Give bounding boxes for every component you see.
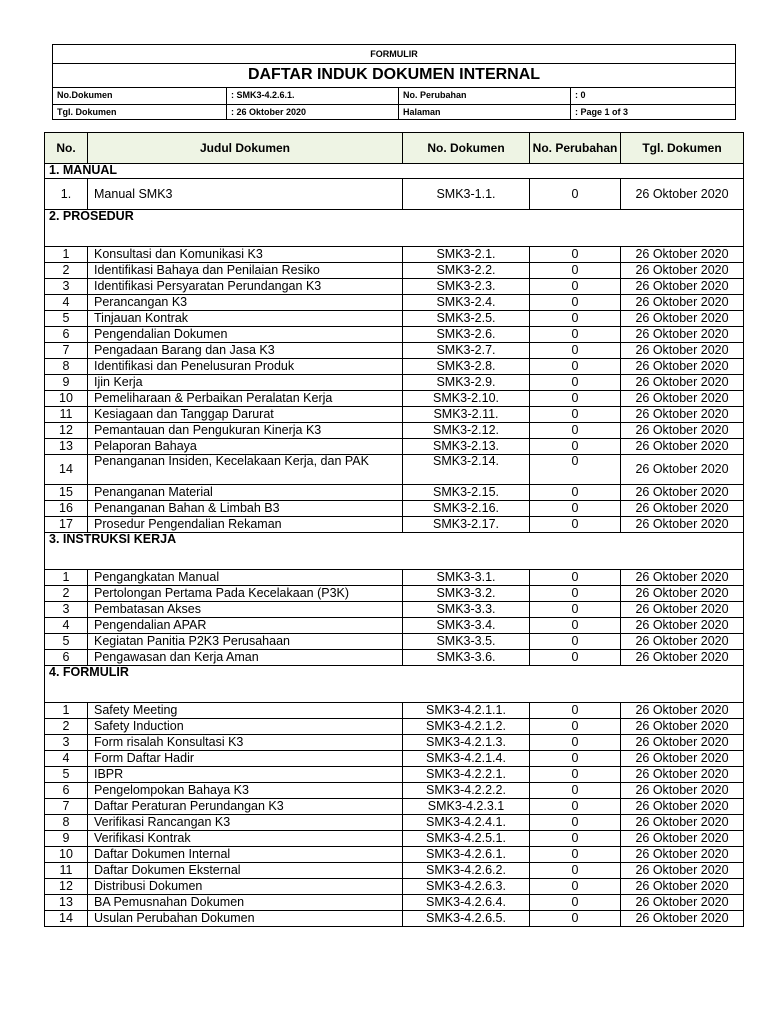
row-tgl-dokumen: 26 Oktober 2020	[621, 831, 744, 847]
form-label: FORMULIR	[53, 45, 735, 64]
row-tgl-dokumen: 26 Oktober 2020	[621, 279, 744, 295]
row-no-perubahan: 0	[530, 618, 621, 634]
row-tgl-dokumen: 26 Oktober 2020	[621, 815, 744, 831]
row-no-dokumen: SMK3-4.2.6.3.	[403, 879, 530, 895]
section-heading: 2. PROSEDUR	[45, 210, 744, 225]
form-header	[52, 44, 736, 120]
row-no-dokumen: SMK3-4.2.6.4.	[403, 895, 530, 911]
row-judul: Distribusi Dokumen	[88, 879, 403, 895]
row-number: 3	[45, 602, 88, 618]
halaman-value: : Page 1 of 3	[575, 107, 629, 117]
row-tgl-dokumen: 26 Oktober 2020	[621, 517, 744, 533]
row-number: 9	[45, 375, 88, 391]
row-no-perubahan: 0	[530, 895, 621, 911]
row-no-perubahan: 0	[530, 602, 621, 618]
row-number: 11	[45, 407, 88, 423]
table-row	[45, 735, 744, 751]
row-number: 2	[45, 586, 88, 602]
row-no-dokumen: SMK3-3.3.	[403, 602, 530, 618]
section-spacer-cell	[45, 547, 744, 570]
row-number: 10	[45, 391, 88, 407]
row-no-perubahan: 0	[530, 517, 621, 533]
row-no-dokumen: SMK3-2.16.	[403, 501, 530, 517]
row-tgl-dokumen: 26 Oktober 2020	[621, 359, 744, 375]
column-header-no: No.	[45, 133, 88, 164]
row-tgl-dokumen: 26 Oktober 2020	[621, 247, 744, 263]
section-heading-row	[45, 210, 744, 225]
row-no-perubahan: 0	[530, 847, 621, 863]
row-tgl-dokumen: 26 Oktober 2020	[621, 375, 744, 391]
row-judul: Pembatasan Akses	[88, 602, 403, 618]
row-no-dokumen: SMK3-2.4.	[403, 295, 530, 311]
row-tgl-dokumen: 26 Oktober 2020	[621, 650, 744, 666]
row-tgl-dokumen: 26 Oktober 2020	[621, 343, 744, 359]
row-judul: Pengawasan dan Kerja Aman	[88, 650, 403, 666]
row-tgl-dokumen: 26 Oktober 2020	[621, 719, 744, 735]
section-heading: 3. INSTRUKSI KERJA	[45, 533, 744, 548]
table-row	[45, 247, 744, 263]
row-number: 4	[45, 295, 88, 311]
table-row	[45, 407, 744, 423]
row-no-dokumen: SMK3-2.11.	[403, 407, 530, 423]
document-title: DAFTAR INDUK DOKUMEN INTERNAL	[53, 63, 735, 88]
row-no-dokumen: SMK3-2.1.	[403, 247, 530, 263]
table-row	[45, 391, 744, 407]
row-judul: Safety Meeting	[88, 703, 403, 719]
row-number: 8	[45, 359, 88, 375]
row-tgl-dokumen: 26 Oktober 2020	[621, 501, 744, 517]
row-judul: Perancangan K3	[88, 295, 403, 311]
row-judul: Prosedur Pengendalian Rekaman	[88, 517, 403, 533]
row-tgl-dokumen: 26 Oktober 2020	[621, 751, 744, 767]
row-tgl-dokumen: 26 Oktober 2020	[621, 634, 744, 650]
row-no-perubahan: 0	[530, 650, 621, 666]
row-number: 6	[45, 650, 88, 666]
row-judul: Pengadaan Barang dan Jasa K3	[88, 343, 403, 359]
row-judul: Manual SMK3	[88, 179, 403, 210]
section-spacer-cell	[45, 224, 744, 247]
row-judul: Pengendalian Dokumen	[88, 327, 403, 343]
row-tgl-dokumen: 26 Oktober 2020	[621, 455, 744, 485]
row-tgl-dokumen: 26 Oktober 2020	[621, 407, 744, 423]
table-body	[45, 164, 744, 927]
table-row	[45, 618, 744, 634]
row-no-dokumen: SMK3-2.3.	[403, 279, 530, 295]
row-tgl-dokumen: 26 Oktober 2020	[621, 391, 744, 407]
section-spacer-cell	[45, 680, 744, 703]
row-number: 10	[45, 847, 88, 863]
table-row	[45, 767, 744, 783]
row-number: 13	[45, 895, 88, 911]
row-judul: Form risalah Konsultasi K3	[88, 735, 403, 751]
row-number: 12	[45, 423, 88, 439]
row-judul: Usulan Perubahan Dokumen	[88, 911, 403, 927]
row-number: 11	[45, 863, 88, 879]
table-row	[45, 602, 744, 618]
row-no-perubahan: 0	[530, 247, 621, 263]
row-number: 4	[45, 618, 88, 634]
table-row	[45, 831, 744, 847]
row-no-dokumen: SMK3-4.2.1.4.	[403, 751, 530, 767]
table-row	[45, 485, 744, 501]
tgl-dokumen-value: : 26 Oktober 2020	[227, 104, 399, 120]
row-no-perubahan: 0	[530, 783, 621, 799]
row-judul: Safety Induction	[88, 719, 403, 735]
row-number: 9	[45, 831, 88, 847]
row-no-dokumen: SMK3-4.2.1.3.	[403, 735, 530, 751]
row-no-perubahan: 0	[530, 311, 621, 327]
row-number: 12	[45, 879, 88, 895]
row-tgl-dokumen: 26 Oktober 2020	[621, 879, 744, 895]
row-judul: IBPR	[88, 767, 403, 783]
no-dokumen-label: No.Dokumen	[53, 87, 227, 104]
row-judul: Identifikasi dan Penelusuran Produk	[88, 359, 403, 375]
row-no-dokumen: SMK3-1.1.	[403, 179, 530, 210]
row-number: 16	[45, 501, 88, 517]
row-judul: Pengelompokan Bahaya K3	[88, 783, 403, 799]
row-tgl-dokumen: 26 Oktober 2020	[621, 799, 744, 815]
row-no-perubahan: 0	[530, 439, 621, 455]
row-judul: Pelaporan Bahaya	[88, 439, 403, 455]
row-judul: Pemeliharaan & Perbaikan Peralatan Kerja	[88, 391, 403, 407]
row-tgl-dokumen: 26 Oktober 2020	[621, 703, 744, 719]
row-no-perubahan: 0	[530, 423, 621, 439]
row-tgl-dokumen: 26 Oktober 2020	[621, 863, 744, 879]
table-row	[45, 570, 744, 586]
section-heading-row	[45, 666, 744, 681]
table-row	[45, 783, 744, 799]
row-no-dokumen: SMK3-3.1.	[403, 570, 530, 586]
row-tgl-dokumen: 26 Oktober 2020	[621, 485, 744, 501]
row-number: 6	[45, 783, 88, 799]
row-no-dokumen: SMK3-3.6.	[403, 650, 530, 666]
row-no-perubahan: 0	[530, 719, 621, 735]
row-tgl-dokumen: 26 Oktober 2020	[621, 179, 744, 210]
row-no-dokumen: SMK3-2.8.	[403, 359, 530, 375]
table-row	[45, 847, 744, 863]
table-row	[45, 586, 744, 602]
tgl-dokumen-label: Tgl. Dokumen	[53, 104, 227, 120]
row-number: 7	[45, 343, 88, 359]
row-number: 1.	[45, 179, 88, 210]
table-row	[45, 359, 744, 375]
table-row	[45, 650, 744, 666]
section-spacer	[45, 547, 744, 570]
section-heading: 4. FORMULIR	[45, 666, 744, 681]
row-no-dokumen: SMK3-4.2.6.5.	[403, 911, 530, 927]
row-number: 7	[45, 799, 88, 815]
table-row	[45, 311, 744, 327]
row-no-perubahan: 0	[530, 586, 621, 602]
row-judul: Daftar Dokumen Eksternal	[88, 863, 403, 879]
table-row	[45, 703, 744, 719]
row-judul: Kegiatan Panitia P2K3 Perusahaan	[88, 634, 403, 650]
row-tgl-dokumen: 26 Oktober 2020	[621, 570, 744, 586]
row-no-perubahan: 0	[530, 375, 621, 391]
row-judul: Tinjauan Kontrak	[88, 311, 403, 327]
row-judul: Pengendalian APAR	[88, 618, 403, 634]
row-no-dokumen: SMK3-2.7.	[403, 343, 530, 359]
row-number: 4	[45, 751, 88, 767]
column-header-tgl-dokumen: Tgl. Dokumen	[621, 133, 744, 164]
table-row	[45, 799, 744, 815]
no-perubahan-value: : 0	[575, 90, 586, 100]
column-header-judul: Judul Dokumen	[88, 133, 403, 164]
row-no-dokumen: SMK3-2.10.	[403, 391, 530, 407]
row-no-perubahan: 0	[530, 799, 621, 815]
row-no-dokumen: SMK3-4.2.2.2.	[403, 783, 530, 799]
table-row	[45, 501, 744, 517]
row-no-dokumen: SMK3-4.2.3.1	[403, 799, 530, 815]
table-row	[45, 719, 744, 735]
row-no-perubahan: 0	[530, 863, 621, 879]
row-no-perubahan: 0	[530, 279, 621, 295]
no-perubahan-label: No. Perubahan	[399, 87, 571, 104]
row-no-perubahan: 0	[530, 327, 621, 343]
row-no-dokumen: SMK3-2.12.	[403, 423, 530, 439]
row-tgl-dokumen: 26 Oktober 2020	[621, 586, 744, 602]
header-row-nodokumen	[53, 87, 735, 105]
row-number: 5	[45, 767, 88, 783]
row-tgl-dokumen: 26 Oktober 2020	[621, 767, 744, 783]
table-row	[45, 295, 744, 311]
row-no-perubahan: 0	[530, 391, 621, 407]
table-row	[45, 343, 744, 359]
table-row	[45, 879, 744, 895]
row-number: 3	[45, 735, 88, 751]
row-number: 3	[45, 279, 88, 295]
row-judul: Verifikasi Kontrak	[88, 831, 403, 847]
row-judul: Verifikasi Rancangan K3	[88, 815, 403, 831]
row-no-perubahan: 0	[530, 501, 621, 517]
table-row	[45, 375, 744, 391]
row-no-perubahan: 0	[530, 911, 621, 927]
row-number: 2	[45, 719, 88, 735]
row-number: 1	[45, 247, 88, 263]
table-row	[45, 423, 744, 439]
row-tgl-dokumen: 26 Oktober 2020	[621, 602, 744, 618]
row-no-perubahan: 0	[530, 831, 621, 847]
table-row	[45, 751, 744, 767]
row-no-dokumen: SMK3-4.2.5.1.	[403, 831, 530, 847]
row-number: 14	[45, 455, 88, 485]
row-tgl-dokumen: 26 Oktober 2020	[621, 311, 744, 327]
header-row-tgl	[53, 104, 735, 120]
row-no-perubahan: 0	[530, 179, 621, 210]
row-no-dokumen: SMK3-4.2.1.1.	[403, 703, 530, 719]
row-judul: Identifikasi Bahaya dan Penilaian Resiko	[88, 263, 403, 279]
row-judul: Penanganan Bahan & Limbah B3	[88, 501, 403, 517]
row-no-dokumen: SMK3-4.2.2.1.	[403, 767, 530, 783]
row-no-dokumen: SMK3-2.5.	[403, 311, 530, 327]
row-no-perubahan: 0	[530, 359, 621, 375]
row-judul: Daftar Peraturan Perundangan K3	[88, 799, 403, 815]
row-no-perubahan: 0	[530, 455, 621, 485]
row-tgl-dokumen: 26 Oktober 2020	[621, 327, 744, 343]
row-no-perubahan: 0	[530, 879, 621, 895]
row-no-perubahan: 0	[530, 263, 621, 279]
section-heading: 1. MANUAL	[45, 164, 744, 179]
row-number: 14	[45, 911, 88, 927]
row-tgl-dokumen: 26 Oktober 2020	[621, 895, 744, 911]
table-row	[45, 911, 744, 927]
row-tgl-dokumen: 26 Oktober 2020	[621, 618, 744, 634]
row-tgl-dokumen: 26 Oktober 2020	[621, 439, 744, 455]
table-row	[45, 895, 744, 911]
row-tgl-dokumen: 26 Oktober 2020	[621, 911, 744, 927]
table-row	[45, 517, 744, 533]
section-spacer	[45, 680, 744, 703]
row-no-dokumen: SMK3-4.2.1.2.	[403, 719, 530, 735]
row-no-dokumen: SMK3-2.17.	[403, 517, 530, 533]
row-no-perubahan: 0	[530, 485, 621, 501]
section-spacer	[45, 224, 744, 247]
row-no-dokumen: SMK3-2.9.	[403, 375, 530, 391]
row-judul: Pemantauan dan Pengukuran Kinerja K3	[88, 423, 403, 439]
row-judul: Pertolongan Pertama Pada Kecelakaan (P3K)	[88, 586, 403, 602]
table-row	[45, 327, 744, 343]
row-tgl-dokumen: 26 Oktober 2020	[621, 295, 744, 311]
row-no-perubahan: 0	[530, 634, 621, 650]
table-row	[45, 179, 744, 210]
row-no-perubahan: 0	[530, 767, 621, 783]
row-tgl-dokumen: 26 Oktober 2020	[621, 847, 744, 863]
row-no-dokumen: SMK3-4.2.6.1.	[403, 847, 530, 863]
row-no-dokumen: SMK3-4.2.6.2.	[403, 863, 530, 879]
column-header-no-perubahan: No. Perubahan	[530, 133, 621, 164]
row-number: 17	[45, 517, 88, 533]
row-no-dokumen: SMK3-4.2.4.1.	[403, 815, 530, 831]
row-judul: Daftar Dokumen Internal	[88, 847, 403, 863]
row-tgl-dokumen: 26 Oktober 2020	[621, 423, 744, 439]
row-no-dokumen: SMK3-3.5.	[403, 634, 530, 650]
row-judul: BA Pemusnahan Dokumen	[88, 895, 403, 911]
row-judul: Identifikasi Persyaratan Perundangan K3	[88, 279, 403, 295]
column-header-no-dokumen: No. Dokumen	[403, 133, 530, 164]
row-number: 2	[45, 263, 88, 279]
row-no-dokumen: SMK3-3.4.	[403, 618, 530, 634]
row-number: 1	[45, 703, 88, 719]
row-number: 5	[45, 634, 88, 650]
section-heading-row	[45, 533, 744, 548]
row-no-perubahan: 0	[530, 751, 621, 767]
row-no-perubahan: 0	[530, 407, 621, 423]
row-tgl-dokumen: 26 Oktober 2020	[621, 783, 744, 799]
section-heading-row	[45, 164, 744, 179]
no-dokumen-value: : SMK3-4.2.6.1.	[227, 87, 399, 104]
row-no-dokumen: SMK3-2.15.	[403, 485, 530, 501]
row-number: 6	[45, 327, 88, 343]
row-judul: Form Daftar Hadir	[88, 751, 403, 767]
row-number: 5	[45, 311, 88, 327]
row-number: 13	[45, 439, 88, 455]
row-no-dokumen: SMK3-2.6.	[403, 327, 530, 343]
row-no-perubahan: 0	[530, 703, 621, 719]
table-row	[45, 815, 744, 831]
row-no-dokumen: SMK3-2.2.	[403, 263, 530, 279]
document-table	[44, 132, 744, 927]
row-judul: Penanganan Insiden, Kecelakaan Kerja, dan PAK	[88, 455, 403, 485]
row-judul: Konsultasi dan Komunikasi K3	[88, 247, 403, 263]
table-row	[45, 455, 744, 485]
row-no-dokumen: SMK3-2.13.	[403, 439, 530, 455]
row-no-perubahan: 0	[530, 343, 621, 359]
row-number: 15	[45, 485, 88, 501]
row-number: 1	[45, 570, 88, 586]
table-row	[45, 279, 744, 295]
row-judul: Pengangkatan Manual	[88, 570, 403, 586]
row-tgl-dokumen: 26 Oktober 2020	[621, 263, 744, 279]
table-header-row	[45, 133, 744, 164]
row-no-perubahan: 0	[530, 815, 621, 831]
row-judul: Penanganan Material	[88, 485, 403, 501]
row-judul: Kesiagaan dan Tanggap Darurat	[88, 407, 403, 423]
table-row	[45, 439, 744, 455]
row-no-perubahan: 0	[530, 735, 621, 751]
table-row	[45, 863, 744, 879]
row-tgl-dokumen: 26 Oktober 2020	[621, 735, 744, 751]
row-judul: Ijin Kerja	[88, 375, 403, 391]
table-row	[45, 263, 744, 279]
row-no-dokumen: SMK3-3.2.	[403, 586, 530, 602]
row-no-perubahan: 0	[530, 570, 621, 586]
row-no-perubahan: 0	[530, 295, 621, 311]
table-row	[45, 634, 744, 650]
row-number: 8	[45, 815, 88, 831]
halaman-label: Halaman	[399, 104, 571, 120]
row-no-dokumen: SMK3-2.14.	[403, 455, 530, 485]
